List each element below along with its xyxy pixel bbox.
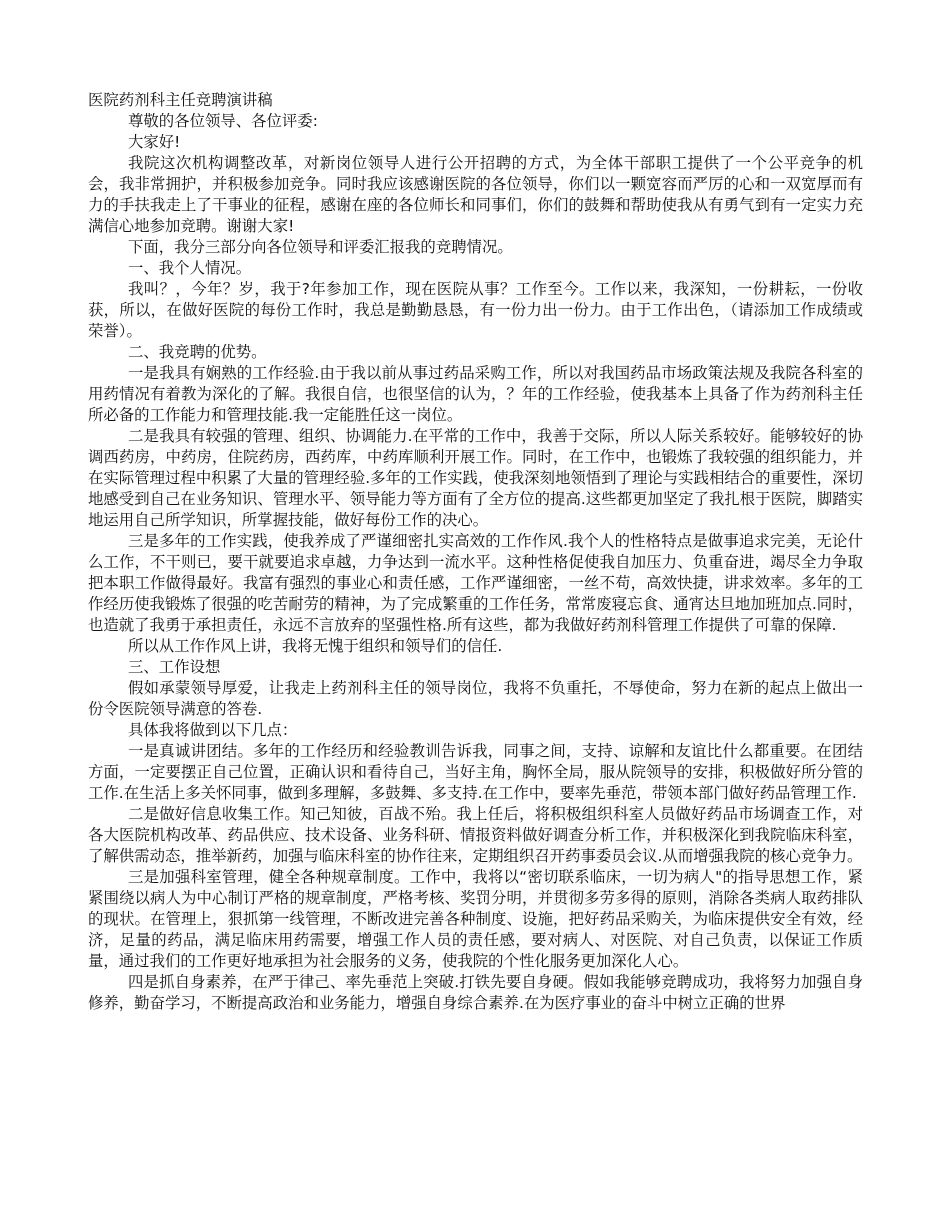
section-heading-1: 一、我个人情况。 — [128, 259, 252, 277]
paragraph: 具体我将做到以下几点： — [128, 721, 298, 739]
paragraph: 一是真诚讲团结。多年的工作经历和经验教训告诉我，同事之间，支持、谅解和友谊比什么都重要。在团结方面，一定要摆正自己位置，正确认识和看待自己，当好主角，胸怀全局，服从院领导的安排，积极做好所分管的工作.在生活上多关怀同事，做到多理解，多鼓舞、多支持.在工作中，要率先垂范，带领本部门做好药品管理工作. — [88, 742, 863, 802]
paragraph: 一是我具有娴熟的工作经验.由于我以前从事过药品采购工作，所以对我国药品市场政策法规及我院各科室的用药情况有着教为深化的了解。我很自信，也很坚信的认为，？年的工作经验，使我基本上具备了作为药剂科主任所必备的工作能力和管理技能.我一定能胜任这一岗位。 — [88, 364, 863, 424]
paragraph: 三是加强科室管理，健全各种规章制度。工作中，我将以“密切联系临床，一切为病人"的指导思想工作，紧紧围绕以病人为中心制订严格的规章制度，严格考核、奖罚分明，并贯彻多劳多得的原则，消除各类病人取药排队的现状。在管理上，狠抓第一线管理，不断改进完善各种制度、设施，把好药品采购关，为临床提供安全有效，经济，足量的药品，满足临床用药需要，增强工作人员的责任感，要对病人、对医院、对自己负责，以保证工作质量，通过我们的工作更好地承担为社会服务的义务，使我院的个性化服务更加深化人心。 — [88, 868, 863, 970]
paragraph: 下面，我分三部分向各位领导和评委汇报我的竞聘情况。 — [128, 238, 513, 256]
paragraph: 假如承蒙领导厚爱，让我走上药剂科主任的领导岗位，我将不负重托，不辱使命，努力在新的起点上做出一份令医院领导满意的答卷. — [88, 679, 863, 718]
document-title: 医院药剂科主任竞聘演讲稿 — [88, 91, 273, 109]
paragraph: 三是多年的工作实践，使我养成了严谨细密扎实高效的工作作风.我个人的性格特点是做事追求完美，无论什么工作，不干则已，要干就要追求卓越，力争达到一流水平。这种性格促使我自加压力、负重奋进，竭尽全力争取把本职工作做得最好。我富有强烈的事业心和责任感，工作严谨细密，一丝不苟，高效快捷，讲求效率。多年的工作经历使我锻炼了很强的吃苦耐劳的精神，为了完成繁重的工作任务，常常废寝忘食、通宵达旦地加班加点.同时，也造就了我勇于承担责任，永远不言放弃的坚强性格.所有这些，都为我做好药剂科管理工作提供了可靠的保障. — [88, 532, 863, 634]
section-heading-2: 二、我竞聘的优势。 — [128, 343, 267, 361]
paragraph: 我叫？，今年？岁，我于?年参加工作，现在医院从事？工作至今。工作以来，我深知，一份耕耘，一份收获，所以，在做好医院的每份工作时，我总是勤勤恳恳，有一份力出一份力。由于工作出色，（请添加工作成绩或荣誉）。 — [88, 280, 863, 340]
document-page — [88, 90, 863, 1014]
paragraph: 二是做好信息收集工作。知己知彼，百战不殆。我上任后，将积极组织科室人员做好药品市场调查工作，对各大医院机构改革、药品供应、技术设备、业务科研、情报资料做好调查分析工作，并积极深化到我院临床科室，了解供需动态，推举新药，加强与临床科室的协作往来，定期组织召开药事委员会议.从而增强我院的核心竞争力。 — [88, 805, 863, 865]
paragraph-greeting: 大家好! — [128, 133, 181, 151]
paragraph: 二是我具有较强的管理、组织、协调能力.在平常的工作中，我善于交际，所以人际关系较好。能够较好的协调西药房，中药房，住院药房，西药库，中药库顺利开展工作。同时，在工作中，也锻炼了我较强的组织能力，并在实际管理过程中积累了大量的管理经验.多年的工作实践，使我深刻地领悟到了理论与实践相结合的重要性，深切地感受到自己在业务知识、管理水平、领导能力等方面有了全方位的提高.这些都更加坚定了我扎根于医院，脚踏实地运用自己所学知识，所掌握技能，做好每份工作的决心。 — [88, 427, 863, 529]
paragraph: 所以从工作作风上讲，我将无愧于组织和领导们的信任. — [128, 637, 503, 655]
paragraph: 四是抓自身素养，在严于律己、率先垂范上突破.打铁先要自身硬。假如我能够竞聘成功，我将努力加强自身修养，勤奋学习，不断提高政治和业务能力，增强自身综合素养.在为医疗事业的奋斗中树立正确的世界 — [88, 973, 863, 1012]
paragraph-salutation: 尊敬的各位领导、各位评委: — [128, 112, 318, 130]
paragraph: 我院这次机构调整改革，对新岗位领导人进行公开招聘的方式，为全体干部职工提供了一个公平竞争的机会，我非常拥护，并积极参加竞争。同时我应该感谢医院的各位领导，你们以一颗宽容而严厉的心和一双宽厚而有力的手扶我走上了干事业的征程，感谢在座的各位师长和同事们，你们的鼓舞和帮助使我从有勇气到有一定实力充满信心地参加竞聘。谢谢大家! — [88, 154, 863, 235]
section-heading-3: 三、工作设想 — [128, 658, 221, 676]
